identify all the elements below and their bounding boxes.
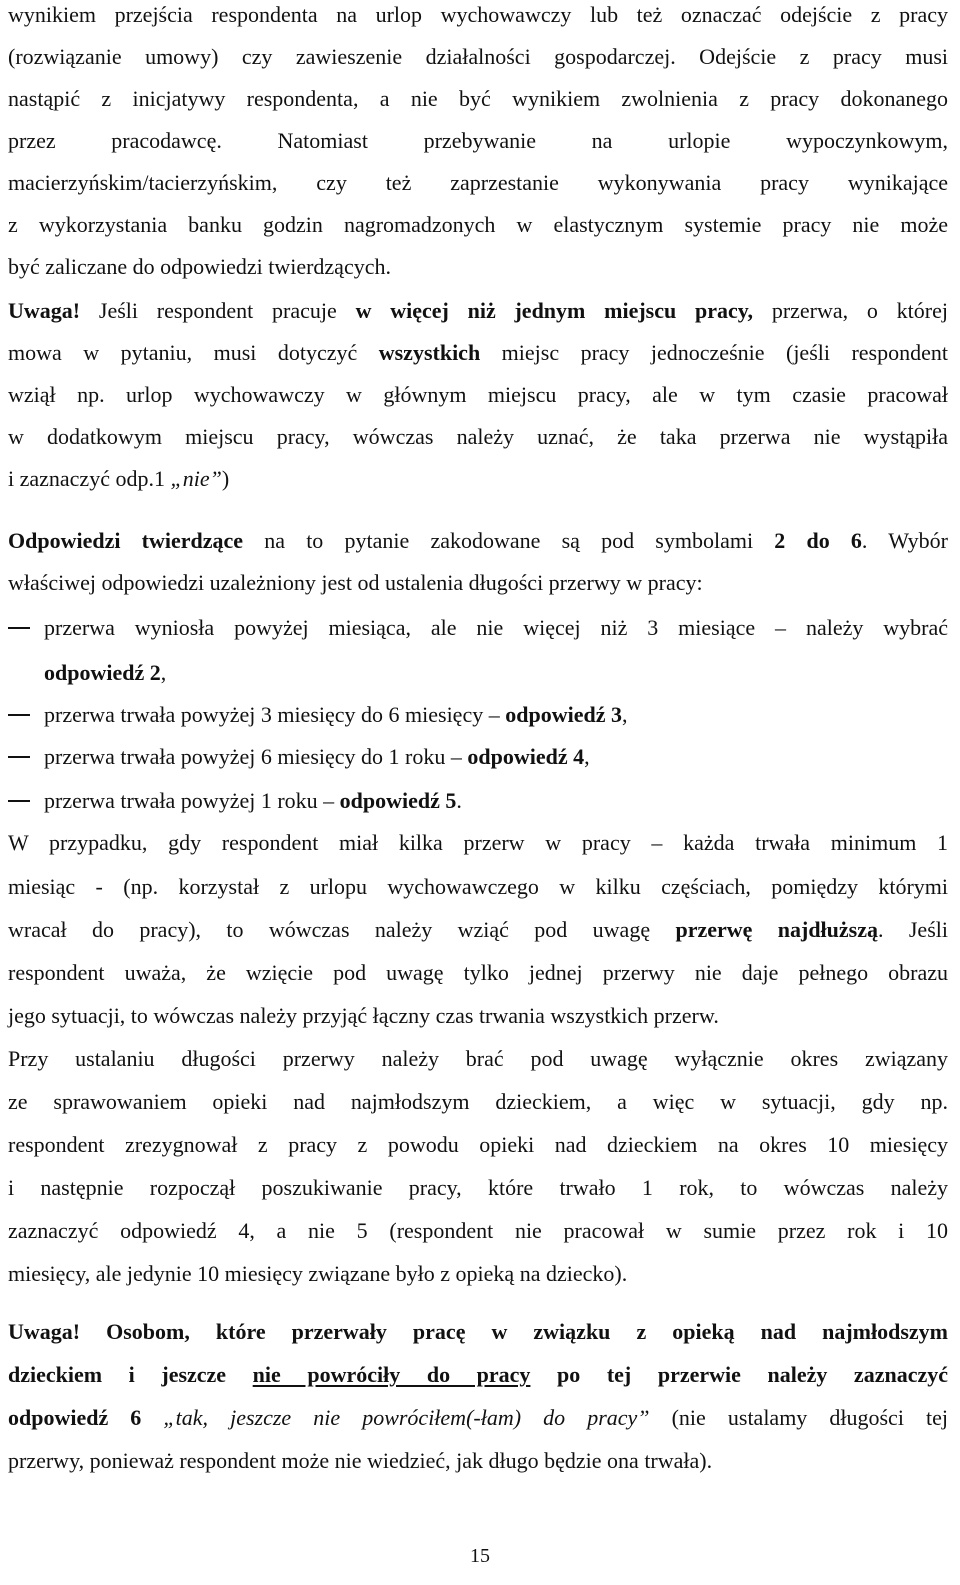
text-span: Jeśli respondent pracuje	[80, 298, 356, 323]
text-line: (rozwiązanie umowy) czy zawieszenie działalności gospodarczej. Odejście z pracy musi	[8, 44, 948, 69]
warning-line: Uwaga! Osobom, które przerwały pracę w związku z opieką nad najmłodszym	[8, 1319, 948, 1344]
list-item-text	[44, 658, 948, 688]
list-item-text: przerwa wyniosła powyżej miesiąca, ale nie więcej niż 3 miesiące – należy wybrać	[44, 615, 948, 640]
text-line: i następnie rozpoczął poszukiwanie pracy, które trwało 1 rok, to wówczas należy	[8, 1175, 948, 1200]
text-span: wracał do pracy), to wówczas należy wziąć pod uwagę	[8, 917, 676, 942]
text-line: respondent uważa, że wzięcie pod uwagę tylko jednej przerwy nie daje pełnego obrazu	[8, 960, 948, 985]
text-line: respondent zrezygnował z pracy z powodu opieki nad dzieckiem na okres 10 miesięcy	[8, 1132, 948, 1157]
emphasis: odpowiedź 3	[505, 702, 622, 727]
emphasis: odpowiedź 4	[467, 744, 585, 769]
text-span: przerwa trwała powyżej 3 miesięcy do 6 miesięcy –	[44, 702, 506, 727]
list-item	[8, 613, 948, 643]
text-span: przerwa, o której	[753, 298, 948, 323]
dash-bullet	[8, 800, 30, 802]
text-line: wynikiem przejścia respondenta na urlop wychowawczy lub też oznaczać odejście z pracy	[8, 2, 948, 27]
text-span: ,	[584, 744, 590, 769]
text-span: mowa w pytaniu, musi dotyczyć	[8, 340, 379, 365]
text-line	[8, 915, 948, 945]
list-item-text	[44, 700, 948, 730]
emphasis: odpowiedź 6	[8, 1405, 164, 1430]
warning-line	[8, 1360, 948, 1390]
text-line	[8, 464, 948, 494]
text-span: po tej przerwie należy zaznaczyć	[530, 1362, 948, 1387]
text-line	[8, 338, 948, 368]
text-line: przez pracodawcę. Natomiast przebywanie na urlopie wypoczynkowym,	[8, 128, 948, 153]
text-line: przerwy, ponieważ respondent może nie wiedzieć, jak długo będzie ona trwała).	[8, 1448, 713, 1473]
text-line: jego sytuacji, to wówczas należy przyjąć łączny czas trwania wszystkich przerw.	[8, 1003, 719, 1028]
text-line: miesiąc - (np. korzystał z urlopu wychowawczego w kilku częściach, pomiędzy którymi	[8, 874, 948, 899]
text-span: przerwa trwała powyżej 6 miesięcy do 1 roku –	[44, 744, 468, 769]
quoted-answer: „nie”	[170, 466, 222, 491]
list-item	[8, 700, 948, 730]
emphasis: 2 do 6	[774, 528, 862, 553]
text-span: (nie ustalamy długości tej	[649, 1405, 948, 1430]
text-span: przerwa trwała powyżej 1 roku –	[44, 788, 340, 813]
emphasis: odpowiedź 5	[339, 788, 457, 813]
list-item	[8, 742, 948, 772]
list-item-text	[44, 786, 948, 816]
emphasis: w więcej niż jednym miejscu pracy,	[355, 298, 754, 323]
text-span: ,	[160, 660, 167, 685]
text-span: miejsc pracy jednocześnie (jeśli respondent	[480, 340, 948, 365]
text-line: być zaliczane do odpowiedzi twierdzących.	[8, 254, 391, 279]
emphasis: odpowiedź 2	[44, 660, 161, 685]
dash-bullet	[8, 627, 30, 629]
text-line	[8, 526, 948, 556]
list-item-continuation	[8, 658, 948, 688]
text-span: dzieckiem i jeszcze	[8, 1362, 253, 1387]
text-span: . Jeśli	[878, 917, 948, 942]
text-line: właściwej odpowiedzi uzależniony jest od ustalenia długości przerwy w pracy:	[8, 570, 703, 595]
list-item-text	[44, 742, 948, 772]
text-line: zaznaczyć odpowiedź 4, a nie 5 (respondent nie pracował w sumie przez rok i 10	[8, 1218, 948, 1243]
text-line: wziął np. urlop wychowawczy w głównym miejscu pracy, ale w tym czasie pracował	[8, 382, 948, 407]
text-span: na to pytanie zakodowane są pod symbolami	[243, 528, 775, 553]
text-span: . Wybór	[861, 528, 948, 553]
text-span: .	[456, 788, 462, 813]
text-span: i zaznaczyć odp.1	[8, 466, 171, 491]
text-line: Przy ustalaniu długości przerwy należy brać pod uwagę wyłącznie okres związany	[8, 1046, 948, 1071]
text-line: ze sprawowaniem opieki nad najmłodszym dzieckiem, a więc w sytuacji, gdy np.	[8, 1089, 948, 1114]
text-line: w dodatkowym miejscu pracy, wówczas należy uznać, że taka przerwa nie wystąpiła	[8, 424, 948, 449]
warning-label: Uwaga!	[8, 298, 81, 323]
text-line: W przypadku, gdy respondent miał kilka przerw w pracy – każda trwała minimum 1	[8, 830, 948, 855]
emphasis: przerwę najdłuższą	[675, 917, 878, 942]
text-span: ,	[621, 702, 628, 727]
text-line: macierzyńskim/tacierzyńskim, czy też zaprzestanie wykonywania pracy wynikające	[8, 170, 948, 195]
text-span: )	[221, 466, 230, 491]
page-number: 15	[470, 1545, 490, 1567]
quoted-answer: „tak, jeszcze nie powróciłem(-łam) do pracy”	[163, 1405, 650, 1430]
text-line: z wykorzystania banku godzin nagromadzonych w elastycznym systemie pracy nie może	[8, 212, 948, 237]
dash-bullet	[8, 714, 30, 716]
warning-line	[8, 296, 948, 326]
text-line: miesięcy, ale jedynie 10 miesięcy związane było z opieką na dziecko).	[8, 1261, 628, 1286]
underlined-emphasis: nie powróciły do pracy	[252, 1362, 531, 1387]
dash-bullet	[8, 756, 30, 758]
text-line: nastąpić z inicjatywy respondenta, a nie być wynikiem zwolnienia z pracy dokonanego	[8, 86, 948, 111]
text-line	[8, 1403, 948, 1433]
list-item	[8, 786, 948, 816]
emphasis: Odpowiedzi twierdzące	[8, 528, 244, 553]
emphasis: wszystkich	[378, 340, 481, 365]
